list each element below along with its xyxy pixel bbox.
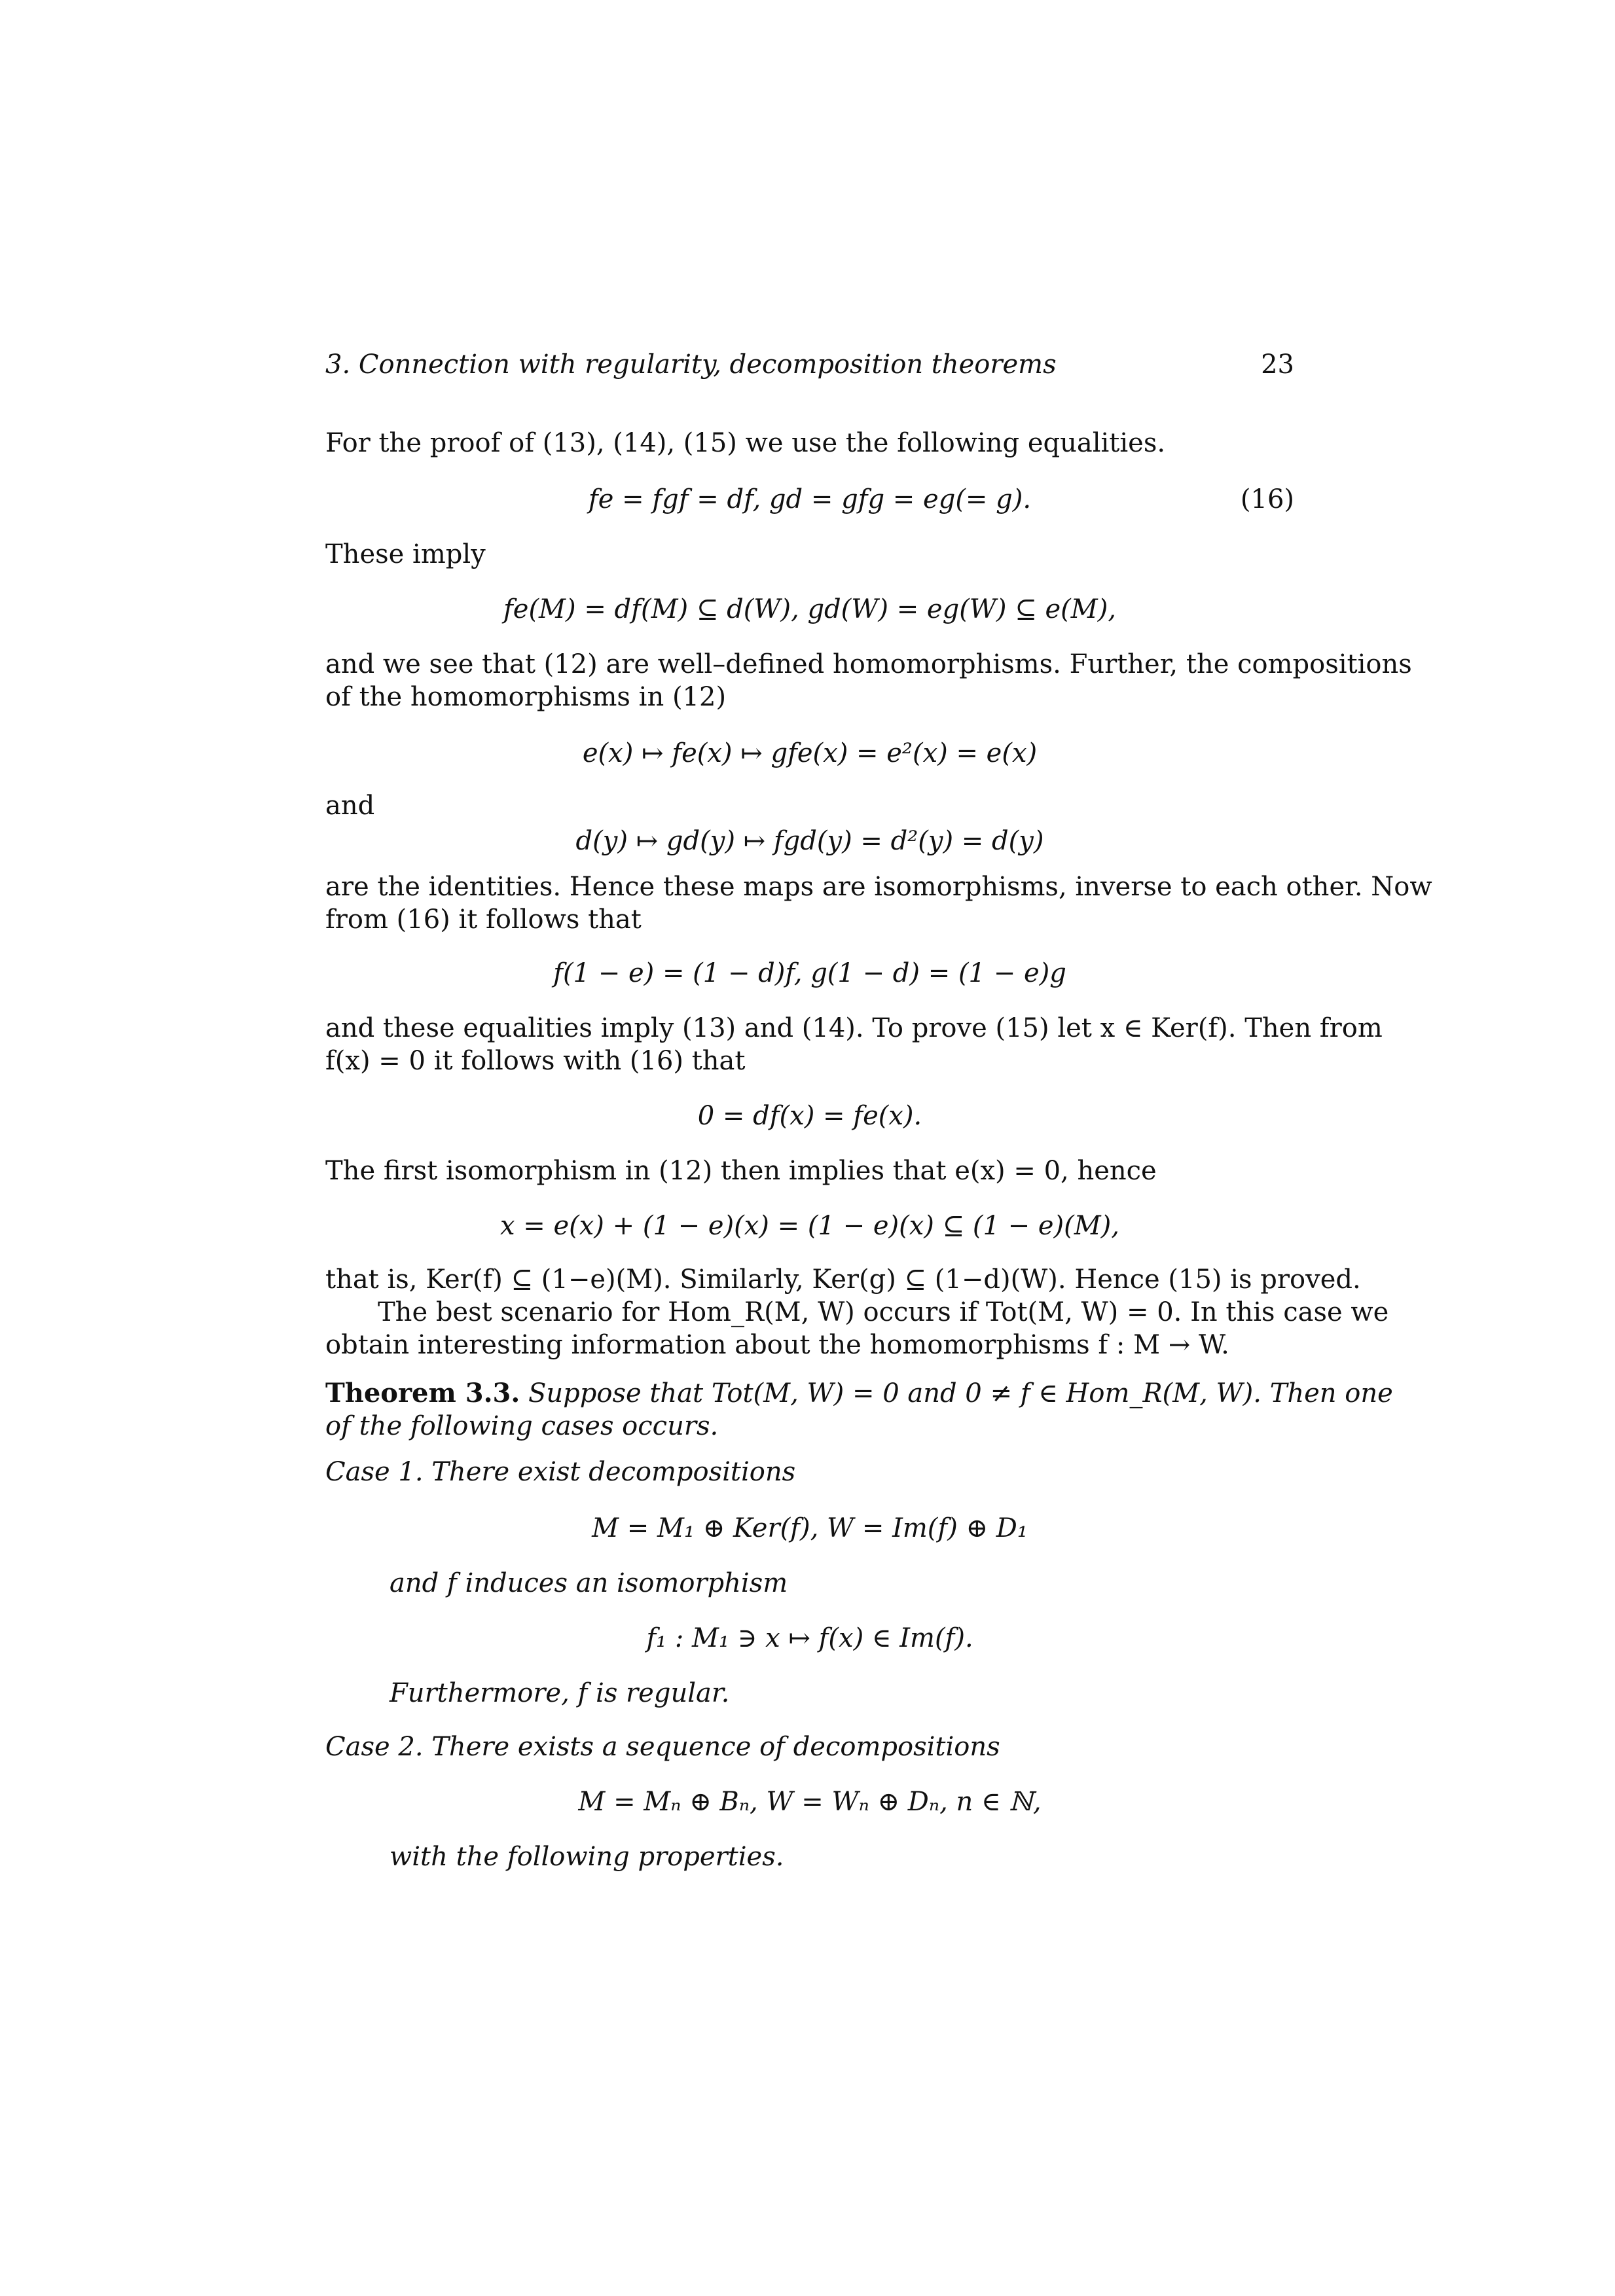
equation-f-one-minus-e: f(1 − e) = (1 − d)f, g(1 − d) = (1 − e)g: [553, 958, 1066, 988]
case-2-label: Case 2.: [325, 1732, 424, 1762]
theorem-statement-l1: Suppose that Tot(M, W) = 0 and 0 ≠ f ∈ Hom_R(M, W). Then one: [520, 1378, 1393, 1408]
case-1-heading: [325, 1456, 1294, 1488]
paragraph-best-scenario-l2: obtain interesting information about the homomorphisms f : M → W.: [325, 1330, 1229, 1360]
equation-case-2: M = Mₙ ⊕ Bₙ, W = Wₙ ⊕ Dₙ, n ∈ ℕ,: [578, 1787, 1042, 1817]
paragraph-well-defined-l2: of the homomorphisms in (12): [325, 682, 727, 712]
running-title: 3. Connection with regularity, decomposition theorems: [325, 350, 1057, 380]
equation-16-body: fe = fgf = df, gd = gfg = eg(= g).: [588, 484, 1032, 514]
paragraph-identities-l2: from (16) it follows that: [325, 905, 642, 935]
case-1-text: There exist decompositions: [423, 1457, 796, 1487]
case-1-label: Case 1.: [325, 1457, 424, 1487]
case-1-regular: Furthermore, f is regular.: [390, 1678, 730, 1708]
case-1-isomorphism: and f induces an isomorphism: [390, 1568, 788, 1598]
case-2-properties: with the following properties.: [390, 1842, 784, 1872]
paragraph-proof-intro: For the proof of (13), (14), (15) we use the following equalities.: [325, 428, 1166, 458]
paragraph-well-defined-l1: and we see that (12) are well–defined homomorphisms. Further, the compositions: [325, 649, 1412, 679]
page-number: 23: [1261, 350, 1294, 380]
equation-16: [325, 483, 1294, 516]
theorem-statement-l2: of the following cases occurs.: [325, 1411, 719, 1441]
equation-case-1: M = M₁ ⊕ Ker(f), W = Im(f) ⊕ D₁: [592, 1513, 1028, 1543]
equation-x: x = e(x) + (1 − e)(x) = (1 − e)(x) ⊆ (1 − e)(M),: [499, 1211, 1120, 1241]
paragraph-prove-15-l1: and these equalities imply (13) and (14). To prove (15) let x ∈ Ker(f). Then from: [325, 1013, 1383, 1043]
paragraph-these-imply: These imply: [325, 539, 486, 569]
paragraph-prove-15-l2: f(x) = 0 it follows with (16) that: [325, 1046, 746, 1076]
equation-f1: f₁ : M₁ ∋ x ↦ f(x) ∈ Im(f).: [646, 1623, 973, 1653]
paragraph-best-scenario-l1: The best scenario for Hom_R(M, W) occurs if Tot(M, W) = 0. In this case we: [378, 1297, 1389, 1327]
case-2-heading: [325, 1731, 1294, 1763]
running-header: [325, 348, 1294, 381]
equation-number-16: (16): [1240, 484, 1294, 514]
theorem-3-3: [325, 1377, 1393, 1410]
equation-imply: fe(M) = df(M) ⊆ d(W), gd(W) = eg(W) ⊆ e(M),: [503, 594, 1117, 624]
paragraph-identities-l1: are the identities. Hence these maps are isomorphisms, inverse to each other. Now: [325, 872, 1432, 902]
equation-composition-1: e(x) ↦ fe(x) ↦ gfe(x) = e²(x) = e(x): [582, 738, 1038, 768]
paragraph-and: and: [325, 791, 375, 821]
equation-composition-2: d(y) ↦ gd(y) ↦ fgd(y) = d²(y) = d(y): [575, 826, 1044, 856]
paragraph-kernel: that is, Ker(f) ⊆ (1−e)(M). Similarly, Ker(g) ⊆ (1−d)(W). Hence (15) is proved.: [325, 1265, 1361, 1295]
theorem-label: Theorem 3.3.: [325, 1378, 520, 1408]
equation-zero: 0 = df(x) = fe(x).: [697, 1101, 922, 1131]
paragraph-first-iso: The first isomorphism in (12) then implies that e(x) = 0, hence: [325, 1156, 1157, 1186]
case-2-text: There exists a sequence of decompositions: [423, 1732, 1000, 1762]
